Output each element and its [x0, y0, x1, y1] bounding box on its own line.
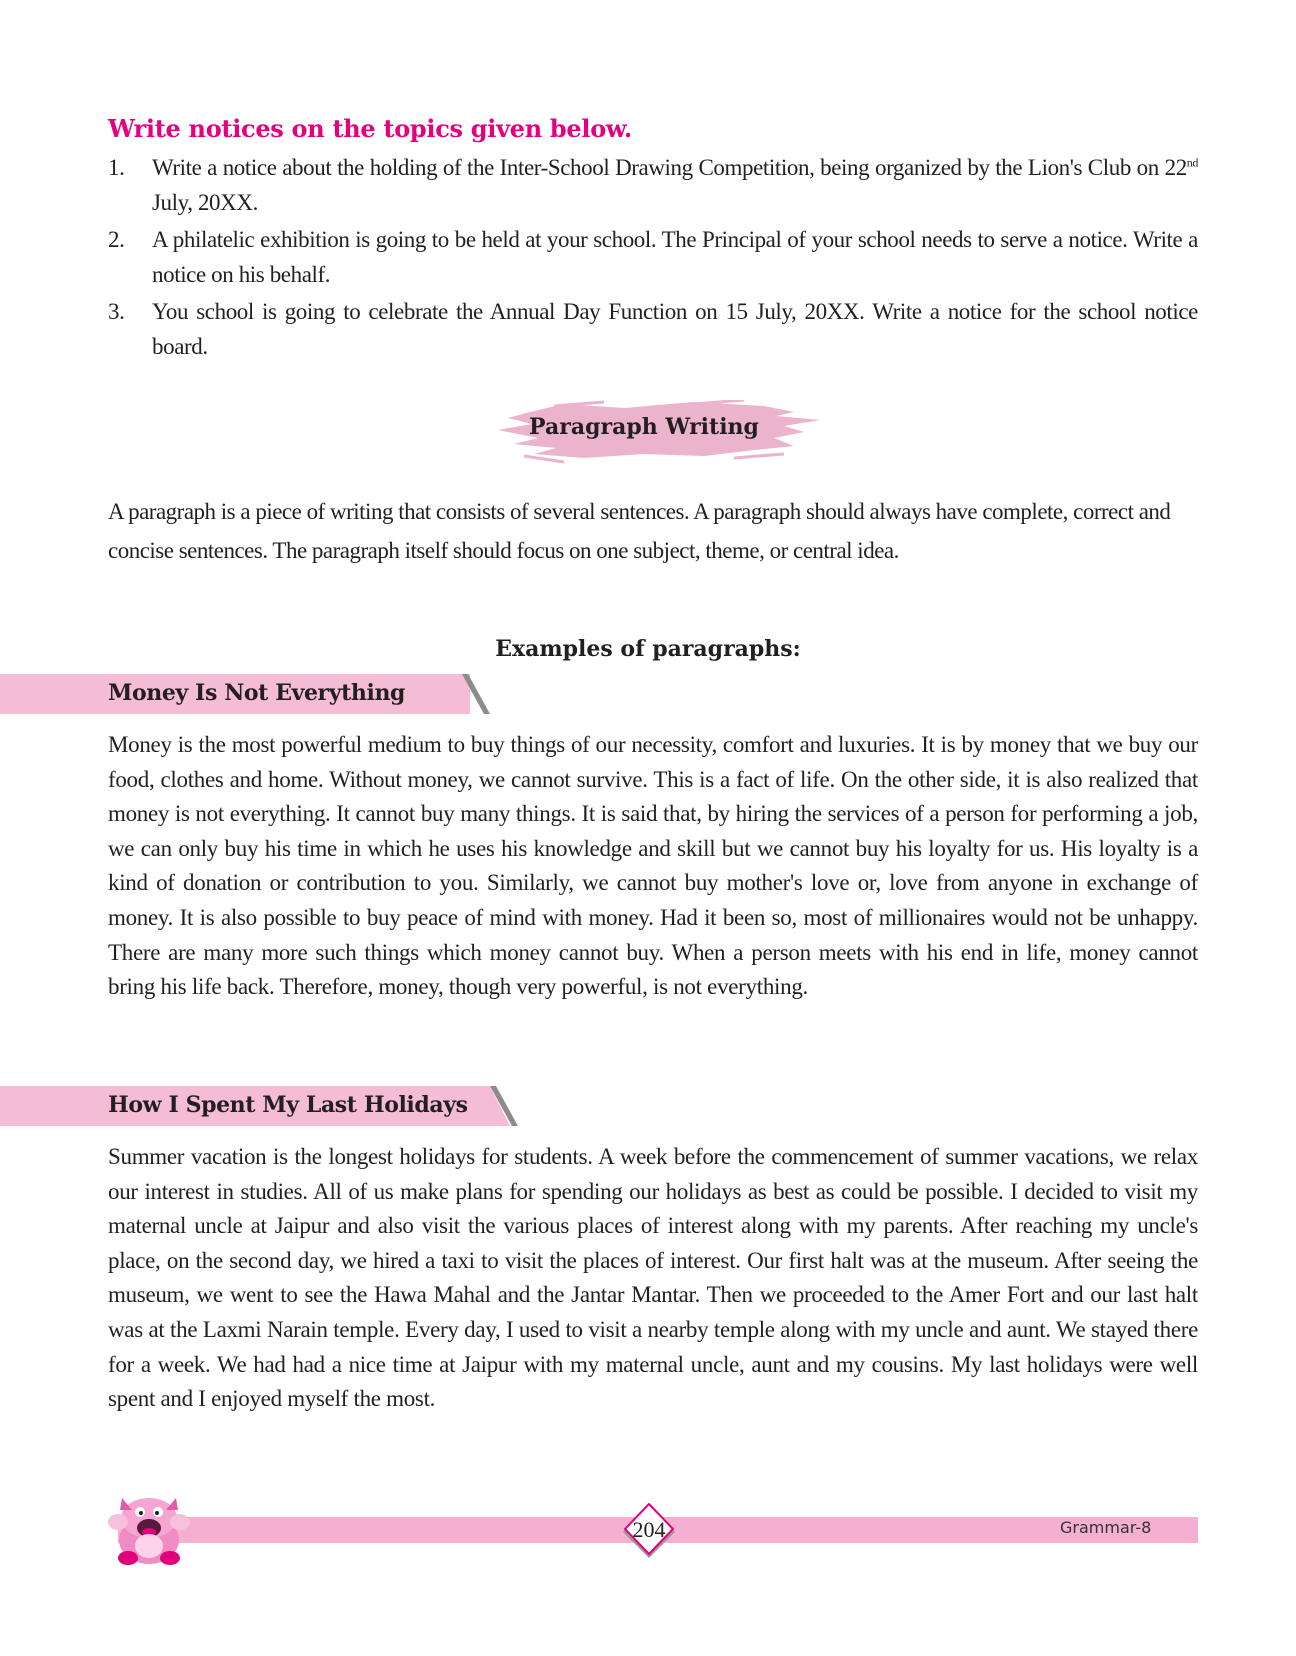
- tab-slash-icon: [462, 674, 492, 714]
- task-item: [108, 150, 1198, 220]
- examples-heading: Examples of paragraphs:: [495, 636, 801, 662]
- task-text: You school is going to celebrate the Annual Day Function on 15 July, 20XX. Write a notice for the school notice board.: [152, 299, 1198, 359]
- task-item: [108, 222, 1198, 292]
- example-paragraph: Summer vacation is the longest holidays for students. A week before the commencement of summer vacations, we relax our interest in studies. All of us make plans for spending our holidays as best as could be possible. I decided to visit my maternal uncle at Jaipur and also visit the various places of interest along with my parents. After reaching my uncle's place, on the second day, we hired a taxi to visit the places of interest. Our first halt was at the museum. After seeing the museum, we went to see the Hawa Mahal and the Jantar Mantar. Then we proceeded to the Amer Fort and our last halt was at the Laxmi Narain temple. Every day, I used to visit a nearby temple along with my uncle and aunt. We stayed there for a week. We had had a nice time at Jaipur with my maternal uncle, aunt and my cousins. My last holidays were well spent and I enjoyed myself the most.: [108, 1144, 1198, 1412]
- ordinal-suffix: nd: [1186, 155, 1198, 170]
- tab-slash-icon: [490, 1086, 520, 1126]
- pink-monster-mascot-icon: [104, 1488, 194, 1568]
- task-number: 1.: [108, 155, 125, 180]
- exercise-heading: Write notices on the topics given below.: [108, 114, 632, 143]
- book-title: Grammar-8: [1060, 1518, 1152, 1537]
- task-text: A philatelic exhibition is going to be held at your school. The Principal of your school needs to serve a notice. Write a notice on his behalf.: [152, 227, 1198, 287]
- task-number: 2.: [108, 227, 125, 252]
- page-number-badge: [621, 1503, 677, 1559]
- section-banner: [494, 400, 824, 466]
- task-list: [108, 150, 1198, 366]
- example-title: How I Spent My Last Holidays: [108, 1092, 468, 1118]
- task-text: Write a notice about the holding of the Inter-School Drawing Competition, being organized by the Lion's Club on 22: [152, 155, 1187, 180]
- task-number: 3.: [108, 299, 125, 324]
- task-text-end: July, 20XX.: [152, 190, 258, 215]
- section-title: Paragraph Writing: [529, 414, 759, 440]
- intro-paragraph: A paragraph is a piece of writing that consists of several sentences. A paragraph should always have complete, correct and concise sentences. The paragraph itself should focus on one subject, theme, or central idea.: [108, 499, 1171, 563]
- example-title-tab: [0, 674, 500, 714]
- example-title-tab: [0, 1086, 520, 1126]
- example-paragraph: Money is the most powerful medium to buy things of our necessity, comfort and luxuries. It is by money that we buy our food, clothes and home. Without money, we cannot survive. This is a fact of life. On the other side, it is also realized that money is not everything. It cannot buy many things. It is said that, by hiring the services of a person for performing a job, we can only buy his time in which he uses his knowledge and skill but we cannot buy his loyalty for us. His loyalty is a kind of donation or contribution to you. Similarly, we cannot buy mother's love or, love from anyone in exchange of money. It is also possible to buy peace of mind with money. Had it been so, most of millionaires would not be unhappy. There are many more such things which money cannot buy. When a person meets with his end in life, money cannot bring his life back. Therefore, money, though very powerful, is not everything.: [108, 732, 1198, 1000]
- task-item: [108, 294, 1198, 364]
- page-number: 204: [632, 1517, 666, 1542]
- example-title: Money Is Not Everything: [108, 680, 406, 706]
